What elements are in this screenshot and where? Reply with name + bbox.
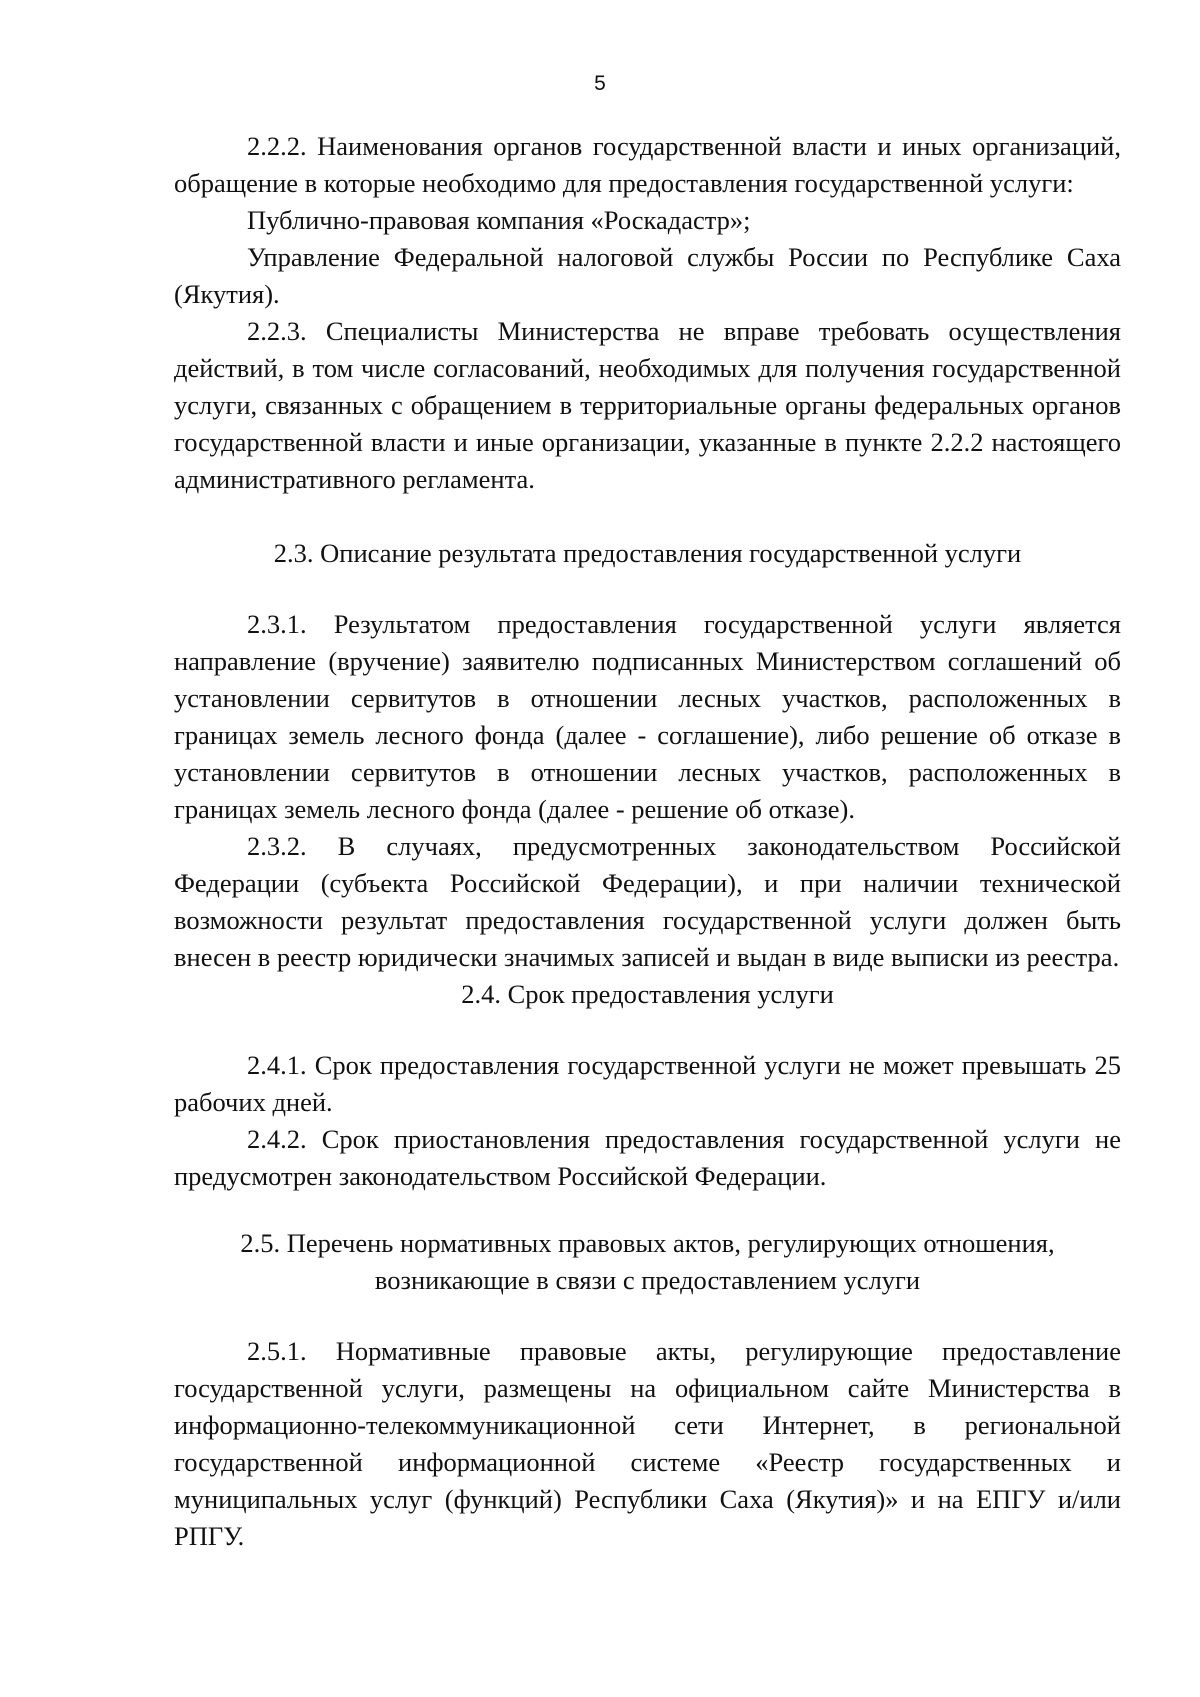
paragraph-roskadastr: Публично-правовая компания «Роскадастр»;	[247, 205, 751, 235]
paragraph-2-2-2: 2.2.2. Наименования органов государственной власти и иных организаций, обращение в которые необходимо для предоставления государственной услуги:	[174, 131, 1121, 198]
paragraph-2-3-1: 2.3.1. Результатом предоставления государственной услуги является направление (вручение) заявителю подписанных Министерством соглашений об установлении сервитутов в отношении лесных участков, расположенных в границах земель лесного фонда (далее - соглашение), либо решение об отказе в установлении сервитутов в отношении лесных участков, расположенных в границах земель лесного фонда (далее - решение об отказе).	[174, 609, 1121, 824]
heading-2-3: 2.3. Описание результата предоставления государственной услуги	[273, 538, 1022, 568]
document-body	[174, 128, 1121, 1555]
paragraph-2-4-1: 2.4.1. Срок предоставления государственной услуги не может превышать 25 рабочих дней.	[174, 1050, 1121, 1117]
heading-2-5-line-1: 2.5. Перечень нормативных правовых актов, регулирующих отношения,	[240, 1228, 1055, 1258]
paragraph-2-5-1: 2.5.1. Нормативные правовые акты, регулирующие предоставление государственной услуги, размещены на официальном сайте Министерства в информационно-телекоммуникационной сети Интернет, в региональной государственной информационной системе «Реестр государственных и муниципальных услуг (функций) Республики Саха (Якутия)» и на ЕПГУ и/или РПГУ.	[174, 1336, 1121, 1551]
heading-2-5-line-2: возникающие в связи с предоставлением услуги	[374, 1265, 921, 1295]
paragraph-2-3-2: 2.3.2. В случаях, предусмотренных законодательством Российской Федерации (субъекта Российской Федерации), и при наличии технической возможности результат предоставления государственной услуги должен быть внесен в реестр юридически значимых записей и выдан в виде выписки из реестра.	[174, 831, 1121, 972]
paragraph-2-4-2: 2.4.2. Срок приостановления предоставления государственной услуги не предусмотрен законодательством Российской Федерации.	[174, 1124, 1121, 1191]
page-number: 5	[594, 72, 606, 95]
heading-2-4: 2.4. Срок предоставления услуги	[461, 979, 834, 1009]
paragraph-2-2-3: 2.2.3. Специалисты Министерства не вправе требовать осуществления действий, в том числе согласований, необходимых для получения государственной услуги, связанных с обращением в территориальные органы федеральных органов государственной власти и иные организации, указанные в пункте 2.2.2 настоящего административного регламента.	[174, 316, 1121, 494]
paragraph-fns-yakutia: Управление Федеральной налоговой службы России по Республике Саха (Якутия).	[174, 242, 1121, 309]
